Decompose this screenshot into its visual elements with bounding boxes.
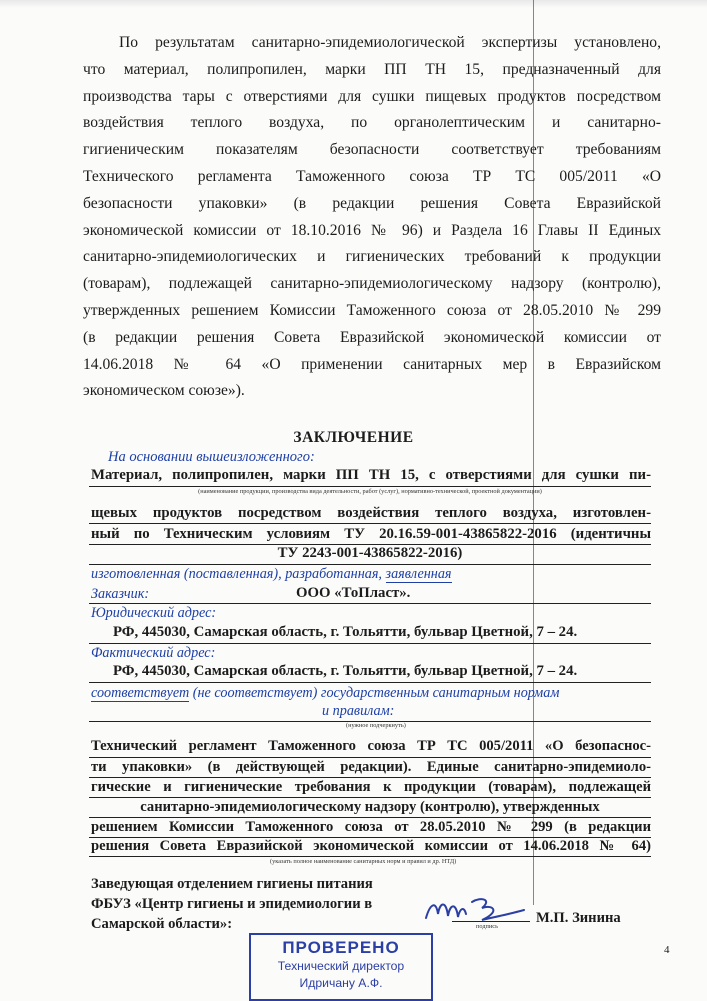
product-line-2: щевых продуктов посредством воздействия теплого воздуха, изготовлен- [91,505,651,521]
stamp-line-2: Идричану А.Ф. [299,976,383,990]
conformity-line-2: и правилам: [322,703,395,719]
paragraph-line: (в редакции решения Совета Евразийской экономической комиссии от [83,328,661,346]
norms-line-3: гические и гигиенические требования к продукции (товарам), подлежащей [91,779,651,795]
signature-rule [452,921,530,922]
field-rule [89,486,651,487]
conformity-rest: (не соответствует) государственным санитарным нормам [192,685,560,701]
field-rule [89,856,651,857]
norms-line-4: санитарно-эпидемиологическому надзору (контролю), утвержденных [140,799,600,815]
conformity-selected: соответствует [91,685,190,701]
conformity-caption: (нужное подчеркнуть) [346,722,406,729]
position-line-1: Заведующая отделением гигиены питания [91,876,373,892]
norms-line-6: решения Совета Евразийской экономической комиссии от 14.06.2018 № 64) [91,838,651,854]
stamp-line-1: Технический директор [277,959,405,973]
actual-address-label: Фактический адрес: [91,645,216,661]
manufacture-options-text: изготовленная (поставленная), разработанная, [91,566,382,582]
field-rule [89,564,651,565]
paragraph-line: экономической комиссии от 18.10.2016 № 96) и Раздела 16 Главы II Единых [83,221,661,239]
product-line-1: Материал, полипропилен, марки ПП ТН 15, с отверстиями для сушки пи- [91,467,651,483]
actual-address-value: РФ, 445030, Самарская область, г. Тольятти, бульвар Цветной, 7 – 24. [113,663,578,679]
norms-caption: (указать полное наименование санитарных норм и правил и др. НТД) [270,858,457,865]
manufacture-selected: заявленная [385,566,452,582]
product-line-4: ТУ 2243-001-43865822-2016) [277,545,463,561]
conclusion-heading: ЗАКЛЮЧЕНИЕ [293,429,414,446]
paragraph-line: экономическом союзе»). [83,382,245,400]
field-rule [89,757,651,758]
norms-line-1: Технический регламент Таможенного союза ТР ТС 005/2011 «О безопаснос- [91,738,651,754]
paragraph-line: утвержденных решением Комиссии Таможенного союза от 28.05.2010 № 299 [83,301,661,319]
manufacture-options [91,566,452,583]
customer-value: ООО «ТоПласт». [296,585,411,601]
field-rule [89,643,651,644]
paragraph-line: По результатам санитарно-эпидемиологической экспертизы установлено, [119,34,661,51]
page-number: 4 [664,944,670,956]
customer-label: Заказчик: [91,586,150,602]
signatory-name: М.П. Зинина [536,910,621,926]
legal-address-value: РФ, 445030, Самарская область, г. Тольятти, бульвар Цветной, 7 – 24. [113,624,578,640]
handwritten-signature [420,890,530,932]
paragraph-line: санитарно-эпидемиологических и гигиенических требований к продукции [83,248,661,266]
signature-caption: подпись [476,923,498,930]
field-rule [89,523,651,524]
paragraph-line: воздействия теплого воздуха, по органолептическим и санитарно- [83,114,661,132]
product-line-3: ный по Техническим условиям ТУ 20.16.59-001-43865822-2016 (идентичны [91,526,651,542]
field-rule [89,817,651,818]
stamp-title: ПРОВЕРЕНО [282,938,400,957]
field-rule [89,797,651,798]
conformity-line-1 [91,685,559,702]
paragraph-line: гигиеническим показателям безопасности соответствует требованиям [83,141,661,159]
paragraph-line: 14.06.2018 № 64 «О применении санитарных мер в Евразийском [83,355,661,373]
paragraph-line: что материал, полипропилен, марки ПП ТН 15, предназначенный для [83,60,661,78]
position-line-3: Самарской области»: [91,916,233,932]
paragraph-line: (товарам), подлежащей санитарно-эпидемиологическому надзору (контролю), [83,275,661,293]
norms-line-5: решением Комиссии Таможенного союза от 28.05.2010 № 299 (в редакции [91,819,651,835]
basis-label: На основании вышеизложенного: [108,449,315,465]
field-rule [89,603,651,604]
position-line-2: ФБУЗ «Центр гигиены и эпидемиологии в [91,896,373,912]
scan-edge [0,0,707,8]
norms-line-2: ти упаковки» (в действующей редакции). Единые санитарно-эпидемиоло- [91,759,651,775]
findings-paragraph [83,30,661,405]
paragraph-line: производства тары с отверстиями для сушки пищевых продуктов посредством [83,87,661,105]
verified-stamp [249,933,433,1001]
paragraph-line: безопасности упаковки» (в редакции решения Совета Евразийской [83,194,661,212]
legal-address-label: Юридический адрес: [91,605,217,621]
field-rule [89,777,651,778]
signatory-position [91,874,373,934]
paragraph-line: Технического регламента Таможенного союза ТР ТС 005/2011 «О [83,167,661,185]
field-rule [89,682,651,683]
product-caption: (наименование продукции, производства вида деятельности, работ (услуг), нормативно-технической, проектной документации) [198,488,542,495]
